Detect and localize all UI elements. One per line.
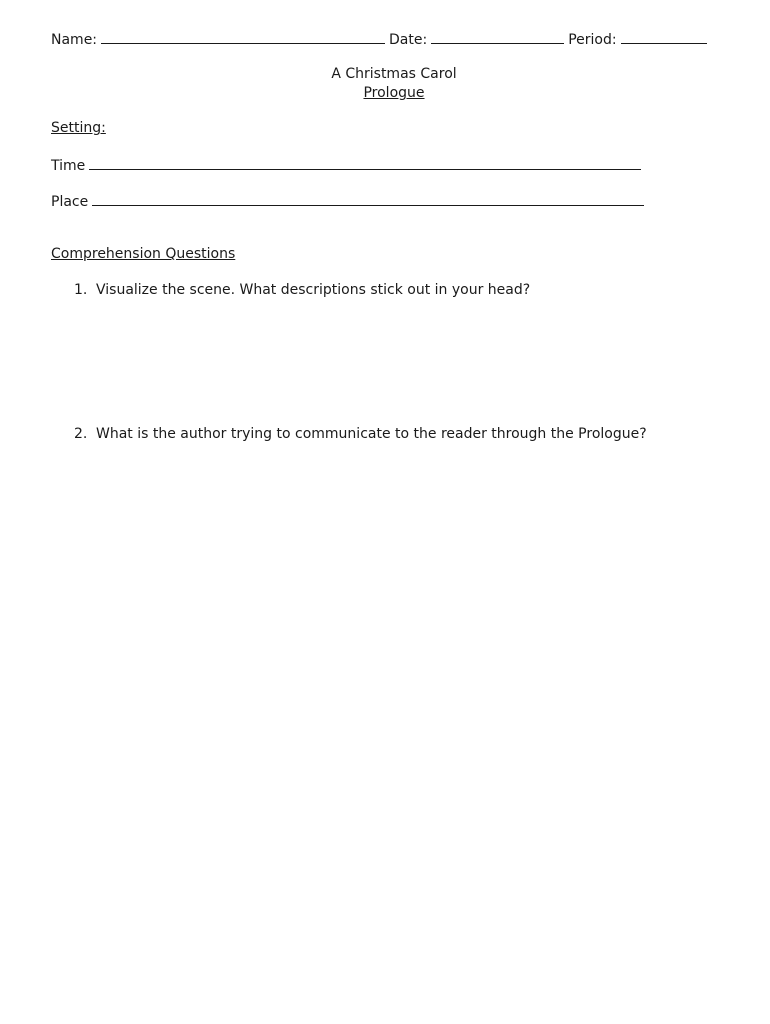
- header-fields: [51, 29, 711, 49]
- question-text: What is the author trying to communicate to the reader through the Prologue?: [96, 426, 647, 442]
- period-blank: [621, 29, 707, 44]
- page-subtitle: Prologue: [363, 85, 425, 101]
- question-text: Visualize the scene. What descriptions stick out in your head?: [96, 282, 531, 298]
- question-item: [74, 425, 647, 443]
- page-title: A Christmas Carol: [331, 66, 457, 82]
- time-blank: [89, 155, 641, 170]
- name-label: Name:: [51, 32, 98, 48]
- question-number: 2.: [74, 426, 88, 442]
- date-label: Date:: [389, 32, 428, 48]
- date-blank: [431, 29, 564, 44]
- question-number: 1.: [74, 282, 88, 298]
- comprehension-heading: Comprehension Questions: [51, 246, 236, 262]
- question-item: [74, 281, 530, 299]
- place-field: [51, 191, 648, 211]
- time-label: Time: [51, 158, 86, 174]
- place-blank: [92, 191, 644, 206]
- time-field: [51, 155, 645, 175]
- setting-heading: Setting:: [51, 120, 106, 136]
- name-blank: [101, 29, 385, 44]
- period-label: Period:: [568, 32, 617, 48]
- place-label: Place: [51, 194, 89, 210]
